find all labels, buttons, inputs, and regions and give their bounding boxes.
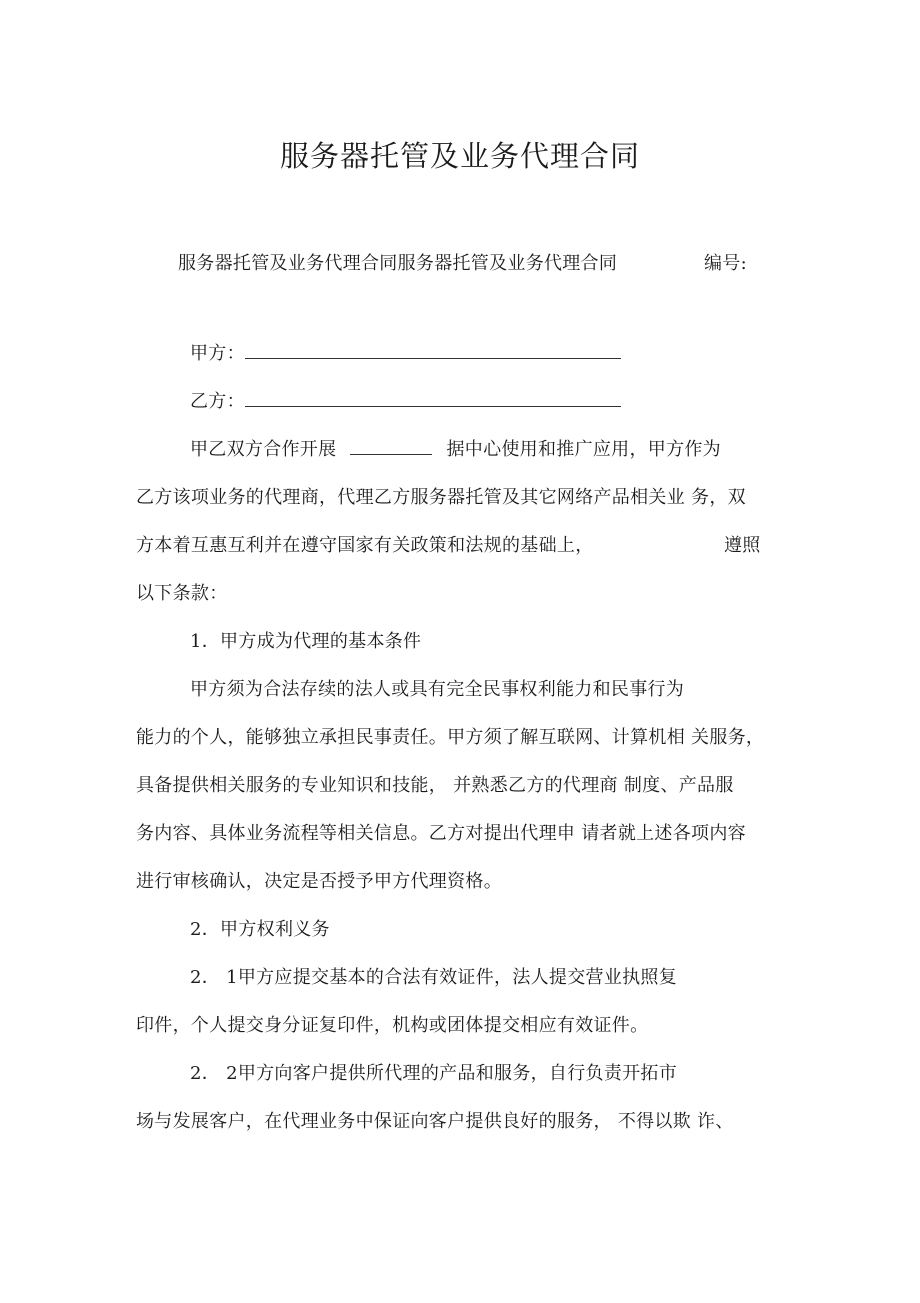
party-b-row: [190, 390, 621, 414]
clause-2-2-line: 2． 2甲方向客户提供所代理的产品和服务，自行负责开拓市: [190, 1063, 678, 1084]
clause-2-2-line: 场与发展客户，在代理业务中保证向客户提供良好的服务， 不得以欺 诈、: [136, 1111, 734, 1132]
clause-2-1-line: 印件，个人提交身分证复印件，机构或团体提交相应有效证件。: [136, 1015, 649, 1036]
section-1-line: 能力的个人，能够独立承担民事责任。甲方须了解互联网、计算机相 关服务，: [136, 727, 765, 748]
intro-line-4: 以下条款：: [136, 583, 228, 604]
party-a-row: [190, 342, 621, 366]
section-1-line: 甲方须为合法存续的法人或具有完全民事权利能力和民事行为: [190, 679, 685, 700]
intro-line-2: 乙方该项业务的代理商，代理乙方服务器托管及其它网络产品相关业 务，双: [136, 487, 746, 508]
section-1-heading: 1．甲方成为代理的基本条件: [190, 631, 422, 652]
intro-line-1-end: 据中心使用和推广应用，甲方作为: [446, 439, 721, 460]
clause-2-1-line: 2． 1甲方应提交基本的合法有效证件，法人提交营业执照复: [190, 967, 678, 988]
party-a-blank[interactable]: [245, 342, 621, 359]
project-blank[interactable]: [350, 438, 432, 455]
party-b-label: 乙方：: [190, 391, 245, 412]
section-2-heading: 2．甲方权利义务: [190, 919, 330, 940]
section-1-line: 进行审核确认，决定是否授予甲方代理资格。: [136, 871, 502, 892]
intro-line-1-start: 甲乙双方合作开展: [190, 439, 337, 460]
intro-line-1: [190, 438, 721, 462]
intro-line-3-end: 遵照: [724, 535, 761, 556]
party-b-blank[interactable]: [245, 390, 621, 407]
intro-line-3: 方本着互惠互利并在遵守国家有关政策和法规的基础上，: [136, 535, 594, 556]
section-1-line: 具备提供相关服务的专业知识和技能， 并熟悉乙方的代理商 制度、产品服: [136, 775, 734, 796]
section-1-line: 务内容、具体业务流程等相关信息。乙方对提出代理申 请者就上述各项内容: [136, 823, 746, 844]
document-title: 服务器托管及业务代理合同: [279, 139, 640, 173]
subtitle: 服务器托管及业务代理合同服务器托管及业务代理合同: [178, 253, 618, 274]
party-a-label: 甲方：: [190, 343, 245, 364]
contract-number-label: 编号:: [704, 253, 747, 274]
